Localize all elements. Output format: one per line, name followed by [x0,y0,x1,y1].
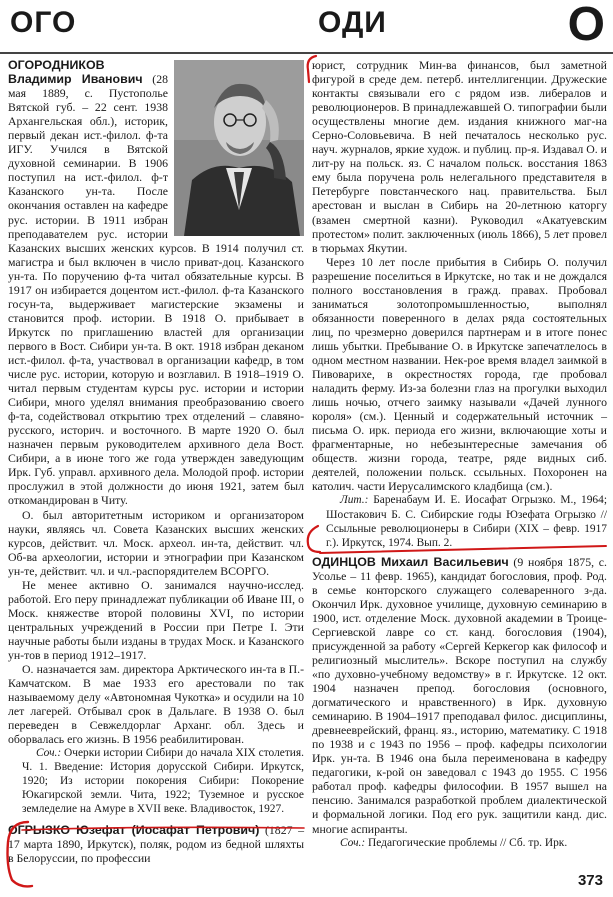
entry-ogorodnikov-text: (28 мая 1889, с. Пустопольe Вятской губ. – 22 сент. 1938 Архангельская обл.), историк, первый декан ист.-филол. ф-та ИГУ. Учился в Вятской духовной семинарии. В 1906 поступил на ист.-филол. ф-т Казанского ун-та. После окончания оставлен на кафедре рус. истории. В 1911 избран преподавателем рус. истории Казанских высших женских курсов. В 1914 получил ст. магистра и был включен в число приват-доц. Казанского ун-та. По поручению ф-та читал обязательные курсы. В 1917 он избирается доцентом ист.-филол. ф-та Казанского госун-та, выдерживает магистерские экзамены и становится проф. истории. В 1918 О. прибывает в Иркутск по приглашению властей для организации первого в Вост. Сибири ун-та. В окт. 1918 избран деканом ист.-филол. ф-та, участвовал в организации кафедр, в том числе рус. истории, которую и возглавил. В 1918–1919 О. читал первым студентам курсы рус. истории и истории Сибири, много уделял внимания преобразованию своего ф-та, содействовал открытию трех отделений – славяно-русского, историч. и восточного. В марте 1920 О. был назначен первым руководителем архивного дела Вост. Сибири, а в июне того же года утвержден заведующим Ирк. Губ. управл. архивного дела. Молодой проф. истории прослужил в этой должности до июня 1921, затем был откомандирован в Читу. [8,72,304,508]
section-letter: О [567,0,605,51]
portrait-photo [174,60,304,236]
left-column [8,58,304,865]
running-head-right: ОДИ [318,6,387,39]
entry-ogryzko-para-2: Через 10 лет после прибытия в Сибирь О. получил разрешение поселиться в Иркутске, но так и не дождался полного восстановления в гражд. правах. Пробовал заниматься золотопромышленностью, выполнял обязанности поверенного в делах ряда состоятельных лиц, по чрезмерно доверился партнерам и в итоге понес лишь убытки. Пребывание О. в Иркутске запечатлелось в одном местном названии. Нек-рое время владел заимкой в Пивоварихе, в окрестностях города, где пробовал наладить ферму. Из-за болезни глаз на прогулки выходил лишь ночью, отчего заимку называли «Дачей лунного короля» (см.). Ценный и содержательный источник – письма О. ирк. периода его жизни, включающие хоты и фрагментарные, но небезынтересные замечания об обществ. жизни города, театре, ряде видных сиб. деятелей, положении польск. ссыльных. Похоронен на католич. части Иерусалимского кладбища (см.). [312,254,607,494]
entry-ogryzko-text: (1827 – 17 марта 1890, Иркутск), поляк, родом из бедной шляхты в Белоруссии, по профессии [8,822,304,865]
entry-ogorodnikov-para-3: Не менее активно О. занимался научно-исслед. работой. Его перу принадлежат публикации об Иване III, о Моск. княжестве второй половины XVI, по истории центральных учреждений в России при Петре I. Эти научные работы были изданы в трудах Моск. и Казанского ун-тов в период 1912–1917. [8,577,304,662]
entry-odintsov-name: ОДИНЦОВ Михаил Васильевич [312,554,509,569]
literature-text: Баренабаум И. Е. Иосафат Огрызко. М., 1964; Шостакович Б. С. Сибирские годы Юзефата Огрызко // Ссыльные революционеры в Сибири (XIX – февр. 1917 г.). Иркутск, 1974. Вып. 2. [326,494,607,549]
entry-ogorodnikov-name: ОГОРОДНИКОВ Владимир Иванович [8,58,143,87]
entry-ogryzko-name: ОГРЫЗКО Юзефат (Иосафат Петрович) [8,822,260,837]
works-label: Соч.: [36,747,62,760]
entry-ogorodnikov-works [8,746,304,816]
entry-ogryzko-literature [312,493,607,549]
right-column [312,58,607,850]
page-header [0,0,613,54]
entry-odintsov-works [312,836,607,850]
entry-ogorodnikov-para-2: О. был авторитетным историком и организатором науки, являясь чл. Совета Казанских высших женских курсов, действит. чл. Моск. археол. ин-та, действит. чл. Об-ва археологии, истории и этнографии при Казанском ун-те, действит. чл. и чл.-распорядителем ВСОРГО. [8,507,304,578]
page-number: 373 [577,872,603,889]
entry-odintsov-text: (9 ноября 1875, с. Усолье – 11 февр. 1965), кандидат богословия, проф. Род. в семье конторского служащего солеваренного з-да. Окончил Ирк. духовное училище, духовную семинарию в 1900, ист. отделение Моск. духовной академии в Троице-Сергиевской лавре со ст. канд. богословия (1904), присужденной за работу «Сергей Керкегор как философ и религиозный мыслитель». Вскоре поступил на службу «по духовно-учебному ведомству» в г. Иркутске. 12 окт. 1904 назначен препод. богословия (основного, догматического и нравственного) в Ирк. духовную семинарию. В 1904–1917 преподавал филос. дисциплины, древнееврейский, франц. яз., историю, математику. С 1918 по 1938 и с 1943 по 1956 – проф. кафедры психологии Ирк. ун-та. В 1946 она была переименована в кафедру педагогики, к-рой он заведовал с 1943 до 1955. С 1956 работал проф. кафедры философии. В 1957 вышел на пенсию. Занимался разработкой проблем диалектической и формальной логики. Под его рук. защитили канд. дис. многие аспиранты. [312,554,607,836]
works-text-2: Педагогические проблемы // Сб. тр. Ирк. [368,836,568,849]
entry-odintsov-intro [312,555,607,836]
running-head-left: ОГО [10,6,77,39]
entry-ogorodnikov-para-4: О. назначается зам. директора Арктического ин-та в П.-Камчатском. В мае 1933 его арестовали по так называемому делу «Автономная Чукотка» и осудили на 10 лет лагерей. Отбывал срок в Дальлаге. В 1938 О. был переведен в Севжелдорлаг Арханг. обл. Здесь и оборвалась его жизнь. В 1956 реабилитирован. [8,662,304,747]
portrait-image [174,60,304,236]
works-text: Очерки истории Сибири до начала XIX столетия. Ч. 1. Введение: История дорусской Сибири. Иркутск, 1920; Из истории покорения Сибири: Покорение Юкагирской земли. Чита, 1922; Туземное и русское земледелие на Амуре в XVII веке. Владивосток, 1927. [22,747,304,816]
entry-ogryzko-intro [8,823,304,865]
literature-label: Лит.: [340,494,369,507]
works-label-2: Соч.: [340,836,366,849]
entry-ogryzko-continued: юрист, сотрудник Мин-ва финансов, был заметной фигурой в среде дем. петерб. интеллигенции. Дружеские контакты связывали его с рядом изв. либералов и революционеров. В принадлежавшей О. типографии были осуществлены многие дем. издания книжного маг-на Серно-Соловьевича. В ней печаталось несколько рус. науч. журналов, яркие худож. и публиц. пр-я. Издавал О. и лит-ру на польск. яз. С началом польск. восстания 1863 ему была поручена роль нелегального представителя в Петербурге повстанческого нац. правительства. Был арестован и выслан в Сибирь на 20-летнюю каторгу (взамен смертной казни). Руководил «Акатуевским протестом» полит. заключенных (июль 1866), 5 лет провел в тюрьмах Якутии. [312,58,607,255]
